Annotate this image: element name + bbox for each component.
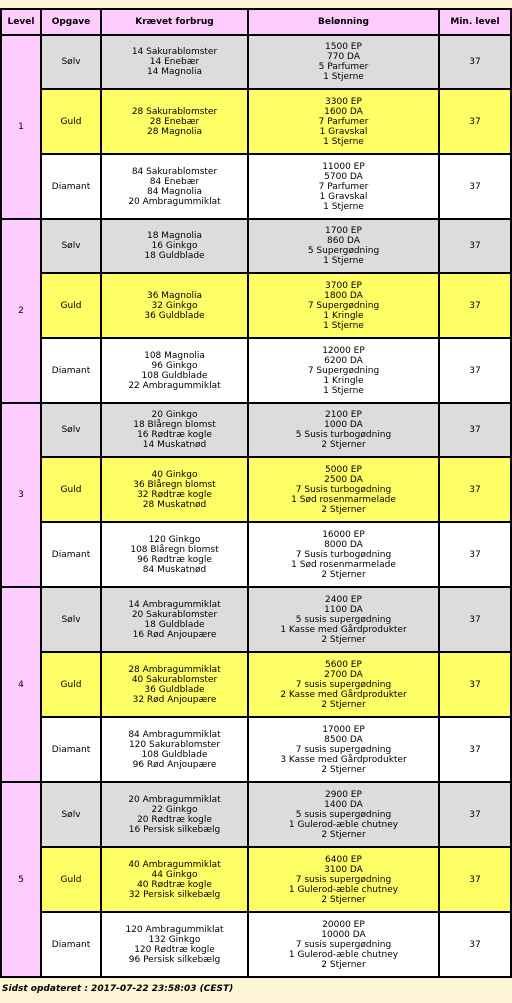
requirements-cell xyxy=(101,219,248,273)
task-cell: Sølv xyxy=(41,219,101,273)
requirement-line: 28 Ambragummiklat xyxy=(128,664,221,675)
requirement-line: 20 Ambragummiklat xyxy=(128,794,221,805)
requirements-cell xyxy=(101,782,248,847)
reward-cell xyxy=(248,338,439,403)
requirement-line: 96 Ginkgo xyxy=(151,360,198,371)
requirement-line: 32 Persisk silkebælg xyxy=(128,889,221,900)
reward-line: 7 Supergødning xyxy=(307,300,380,311)
requirement-line: 20 Ambragummiklat xyxy=(128,196,221,207)
reward-line: 2 Stjerner xyxy=(321,440,366,450)
requirements-cell xyxy=(101,587,248,652)
reward-line: 1 Stjerne xyxy=(323,201,364,212)
header-level: Level xyxy=(1,9,41,35)
requirement-line: 32 Rød Anjoupære xyxy=(132,694,217,705)
reward-line: 1 Sød rosenmarmelade xyxy=(291,494,396,505)
requirement-line: 44 Ginkgo xyxy=(151,869,198,880)
requirement-line: 36 Guldblade xyxy=(144,684,205,695)
requirements-cell xyxy=(101,457,248,522)
requirement-line: 28 Enebær xyxy=(149,116,200,127)
tasks-table xyxy=(0,8,512,978)
task-cell: Guld xyxy=(41,652,101,717)
header-reward: Belønning xyxy=(248,9,439,35)
reward-line: 1 Gulerod-æble chutney xyxy=(288,819,399,830)
reward-line: 5600 EP xyxy=(325,659,362,670)
table-row xyxy=(1,587,511,652)
reward-line: 7 Parfumer xyxy=(318,181,369,192)
reward-line: 2 Stjerner xyxy=(321,699,366,710)
reward-line: 5 Parfumer xyxy=(318,62,369,72)
reward-line: 2 Kasse med Gårdprodukter xyxy=(280,689,407,700)
requirement-line: 20 Sakurablomster xyxy=(131,609,218,620)
reward-line: 5 Susis turbogødning xyxy=(295,430,392,440)
header-task: Opgave xyxy=(41,9,101,35)
reward-line: 5000 EP xyxy=(325,464,362,475)
requirement-line: 36 Magnolia xyxy=(146,290,203,301)
requirement-line: 132 Ginkgo xyxy=(148,934,201,945)
reward-cell xyxy=(248,403,439,457)
requirement-line: 108 Blåregn blomst xyxy=(130,544,219,555)
reward-line: 2900 EP xyxy=(325,789,362,800)
last-updated: Sidst opdateret : 2017-07-22 23:58:03 (CEST) xyxy=(2,984,234,994)
reward-line: 3300 EP xyxy=(325,96,362,107)
requirement-line: 120 Ambragummiklat xyxy=(125,924,224,935)
table-row xyxy=(1,273,511,338)
reward-line: 12000 EP xyxy=(322,345,365,356)
reward-line: 7 susis supergødning xyxy=(295,874,392,885)
reward-line: 2 Stjerner xyxy=(321,894,366,905)
reward-cell xyxy=(248,522,439,587)
reward-line: 5 susis supergødning xyxy=(295,614,392,625)
requirement-line: 28 Sakurablomster xyxy=(131,106,218,117)
task-cell: Diamant xyxy=(41,338,101,403)
min-level-cell: 37 xyxy=(439,847,511,912)
reward-line: 1000 DA xyxy=(324,420,363,430)
reward-line: 2400 EP xyxy=(325,594,362,605)
reward-line: 2 Stjerner xyxy=(321,764,366,775)
requirement-line: 36 Guldblade xyxy=(144,310,205,321)
requirement-line: 16 Rød Anjoupære xyxy=(132,629,217,640)
reward-line: 7 Supergødning xyxy=(307,365,380,376)
reward-line: 5 Supergødning xyxy=(307,246,380,256)
reward-cell xyxy=(248,35,439,89)
header-requirements: Krævet forbrug xyxy=(101,9,248,35)
requirement-line: 84 Ambragummiklat xyxy=(128,729,221,740)
requirements-cell xyxy=(101,89,248,154)
requirement-line: 120 Rødtræ kogle xyxy=(134,944,215,955)
level-cell: 4 xyxy=(1,587,41,782)
level-cell: 1 xyxy=(1,35,41,219)
reward-cell xyxy=(248,652,439,717)
requirement-line: 14 Sakurablomster xyxy=(131,47,218,57)
reward-cell xyxy=(248,154,439,219)
requirement-line: 120 Sakurablomster xyxy=(128,739,221,750)
min-level-cell: 37 xyxy=(439,35,511,89)
reward-line: 17000 EP xyxy=(322,724,365,735)
header-row xyxy=(1,9,511,35)
requirement-line: 28 Muskatnød xyxy=(142,499,207,510)
table-row xyxy=(1,338,511,403)
requirement-line: 84 Muskatnød xyxy=(142,564,207,575)
reward-line: 1400 DA xyxy=(324,799,363,810)
requirements-cell xyxy=(101,338,248,403)
reward-line: 1 Gravskal xyxy=(319,126,368,137)
min-level-cell: 37 xyxy=(439,782,511,847)
table-row xyxy=(1,457,511,522)
task-cell: Diamant xyxy=(41,717,101,782)
requirements-cell xyxy=(101,847,248,912)
min-level-cell: 37 xyxy=(439,403,511,457)
min-level-cell: 37 xyxy=(439,522,511,587)
requirement-line: 22 Ginkgo xyxy=(151,804,198,815)
table-body xyxy=(1,35,511,977)
reward-line: 2 Stjerner xyxy=(321,504,366,515)
level-cell: 3 xyxy=(1,403,41,587)
table-row xyxy=(1,522,511,587)
reward-line: 16000 EP xyxy=(322,529,365,540)
min-level-cell: 37 xyxy=(439,273,511,338)
reward-line: 2500 DA xyxy=(324,474,363,485)
task-cell: Diamant xyxy=(41,522,101,587)
reward-line: 3700 EP xyxy=(325,280,362,291)
task-cell: Guld xyxy=(41,89,101,154)
requirements-cell xyxy=(101,717,248,782)
min-level-cell: 37 xyxy=(439,457,511,522)
table-row xyxy=(1,219,511,273)
requirement-line: 22 Ambragummiklat xyxy=(128,380,221,391)
requirement-line: 28 Magnolia xyxy=(146,126,203,137)
reward-line: 1 Sød rosenmarmelade xyxy=(291,559,396,570)
reward-line: 1 Gravskal xyxy=(319,191,368,202)
level-cell: 2 xyxy=(1,219,41,403)
reward-line: 1 Stjerne xyxy=(323,72,364,82)
requirement-line: 18 Guldblade xyxy=(144,251,205,261)
requirement-line: 32 Ginkgo xyxy=(151,300,198,311)
reward-line: 1 Stjerne xyxy=(323,320,364,331)
requirement-line: 96 Rød Anjoupære xyxy=(132,759,217,770)
requirement-line: 14 Ambragummiklat xyxy=(128,599,221,610)
reward-line: 770 DA xyxy=(327,52,360,62)
reward-line: 7 susis supergødning xyxy=(295,679,392,690)
requirements-cell xyxy=(101,403,248,457)
reward-cell xyxy=(248,273,439,338)
reward-cell xyxy=(248,847,439,912)
reward-cell xyxy=(248,912,439,977)
requirements-cell xyxy=(101,522,248,587)
min-level-cell: 37 xyxy=(439,717,511,782)
requirement-line: 84 Magnolia xyxy=(146,186,203,197)
requirement-line: 84 Sakurablomster xyxy=(131,166,218,177)
reward-line: 3 Kasse med Gårdprodukter xyxy=(280,754,407,765)
requirement-line: 14 Muskatnød xyxy=(142,440,207,450)
table-row xyxy=(1,782,511,847)
reward-line: 6200 DA xyxy=(324,355,363,366)
min-level-cell: 37 xyxy=(439,154,511,219)
reward-line: 7 Susis turbogødning xyxy=(295,549,392,560)
task-cell: Sølv xyxy=(41,35,101,89)
task-cell: Diamant xyxy=(41,912,101,977)
reward-line: 3100 DA xyxy=(324,864,363,875)
reward-line: 7 susis supergødning xyxy=(295,939,392,950)
task-cell: Guld xyxy=(41,847,101,912)
requirement-line: 36 Blåregn blomst xyxy=(133,479,216,490)
table-row xyxy=(1,912,511,977)
reward-line: 860 DA xyxy=(327,236,360,246)
reward-line: 11000 EP xyxy=(322,161,365,172)
requirement-line: 108 Magnolia xyxy=(144,350,205,361)
reward-cell xyxy=(248,782,439,847)
requirement-line: 16 Persisk silkebælg xyxy=(128,824,221,835)
requirement-line: 108 Guldblade xyxy=(141,749,208,760)
reward-line: 2700 DA xyxy=(324,669,363,680)
reward-line: 7 Susis turbogødning xyxy=(295,484,392,495)
requirement-line: 16 Ginkgo xyxy=(151,241,198,251)
reward-line: 2100 EP xyxy=(325,410,362,420)
table-row xyxy=(1,35,511,89)
requirement-line: 96 Rødtræ kogle xyxy=(137,554,212,565)
reward-line: 1 Stjerne xyxy=(323,256,364,266)
task-cell: Diamant xyxy=(41,154,101,219)
table-row xyxy=(1,89,511,154)
reward-line: 1 Stjerne xyxy=(323,136,364,147)
requirement-line: 40 Ambragummiklat xyxy=(128,859,221,870)
min-level-cell: 37 xyxy=(439,587,511,652)
requirement-line: 20 Rødtræ kogle xyxy=(137,814,212,825)
requirement-line: 108 Guldblade xyxy=(141,370,208,381)
requirements-cell xyxy=(101,154,248,219)
reward-line: 1500 EP xyxy=(325,42,362,52)
reward-line: 2 Stjerner xyxy=(321,829,366,840)
reward-line: 7 Parfumer xyxy=(318,116,369,127)
requirement-line: 40 Ginkgo xyxy=(151,469,198,480)
table-row xyxy=(1,717,511,782)
reward-line: 1600 DA xyxy=(324,106,363,117)
table-row xyxy=(1,403,511,457)
table-row xyxy=(1,847,511,912)
min-level-cell: 37 xyxy=(439,89,511,154)
min-level-cell: 37 xyxy=(439,219,511,273)
reward-line: 2 Stjerner xyxy=(321,959,366,970)
requirements-cell xyxy=(101,652,248,717)
requirements-cell xyxy=(101,273,248,338)
reward-line: 5 susis supergødning xyxy=(295,809,392,820)
reward-cell xyxy=(248,587,439,652)
reward-cell xyxy=(248,219,439,273)
requirements-cell xyxy=(101,35,248,89)
requirement-line: 32 Rødtræ kogle xyxy=(137,489,212,500)
reward-line: 1800 DA xyxy=(324,290,363,301)
requirement-line: 18 Blåregn blomst xyxy=(133,420,216,430)
requirement-line: 18 Guldblade xyxy=(144,619,205,630)
reward-line: 1 Kasse med Gårdprodukter xyxy=(280,624,407,635)
requirement-line: 84 Enebær xyxy=(149,176,200,187)
header-min-level: Min. level xyxy=(439,9,511,35)
requirement-line: 18 Magnolia xyxy=(146,231,203,241)
reward-line: 6400 EP xyxy=(325,854,362,865)
reward-cell xyxy=(248,457,439,522)
reward-line: 20000 EP xyxy=(322,919,365,930)
reward-line: 2 Stjerner xyxy=(321,634,366,645)
reward-line: 1100 DA xyxy=(324,604,363,615)
requirement-line: 14 Magnolia xyxy=(146,67,203,77)
task-cell: Guld xyxy=(41,273,101,338)
table-row xyxy=(1,652,511,717)
reward-cell xyxy=(248,89,439,154)
level-cell: 5 xyxy=(1,782,41,977)
reward-line: 10000 DA xyxy=(321,929,366,940)
requirement-line: 40 Sakurablomster xyxy=(131,674,218,685)
task-cell: Guld xyxy=(41,457,101,522)
reward-line: 1 Kringle xyxy=(323,375,364,386)
reward-line: 8500 DA xyxy=(324,734,363,745)
requirements-cell xyxy=(101,912,248,977)
requirement-line: 16 Rødtræ kogle xyxy=(137,430,212,440)
requirement-line: 14 Enebær xyxy=(149,57,200,67)
min-level-cell: 37 xyxy=(439,912,511,977)
task-cell: Sølv xyxy=(41,403,101,457)
requirement-line: 96 Persisk silkebælg xyxy=(128,954,221,965)
reward-line: 1 Gulerod-æble chutney xyxy=(288,949,399,960)
requirement-line: 120 Ginkgo xyxy=(148,534,201,545)
min-level-cell: 37 xyxy=(439,652,511,717)
reward-line: 1 Gulerod-æble chutney xyxy=(288,884,399,895)
requirement-line: 20 Ginkgo xyxy=(151,410,198,420)
reward-line: 1 Stjerne xyxy=(323,385,364,396)
task-cell: Sølv xyxy=(41,782,101,847)
task-cell: Sølv xyxy=(41,587,101,652)
reward-line: 5700 DA xyxy=(324,171,363,182)
reward-line: 2 Stjerner xyxy=(321,569,366,580)
reward-cell xyxy=(248,717,439,782)
min-level-cell: 37 xyxy=(439,338,511,403)
reward-line: 1 Kringle xyxy=(323,310,364,321)
reward-line: 7 susis supergødning xyxy=(295,744,392,755)
reward-line: 1700 EP xyxy=(325,226,362,236)
requirement-line: 40 Rødtræ kogle xyxy=(137,879,212,890)
table-row xyxy=(1,154,511,219)
reward-line: 8000 DA xyxy=(324,539,363,550)
